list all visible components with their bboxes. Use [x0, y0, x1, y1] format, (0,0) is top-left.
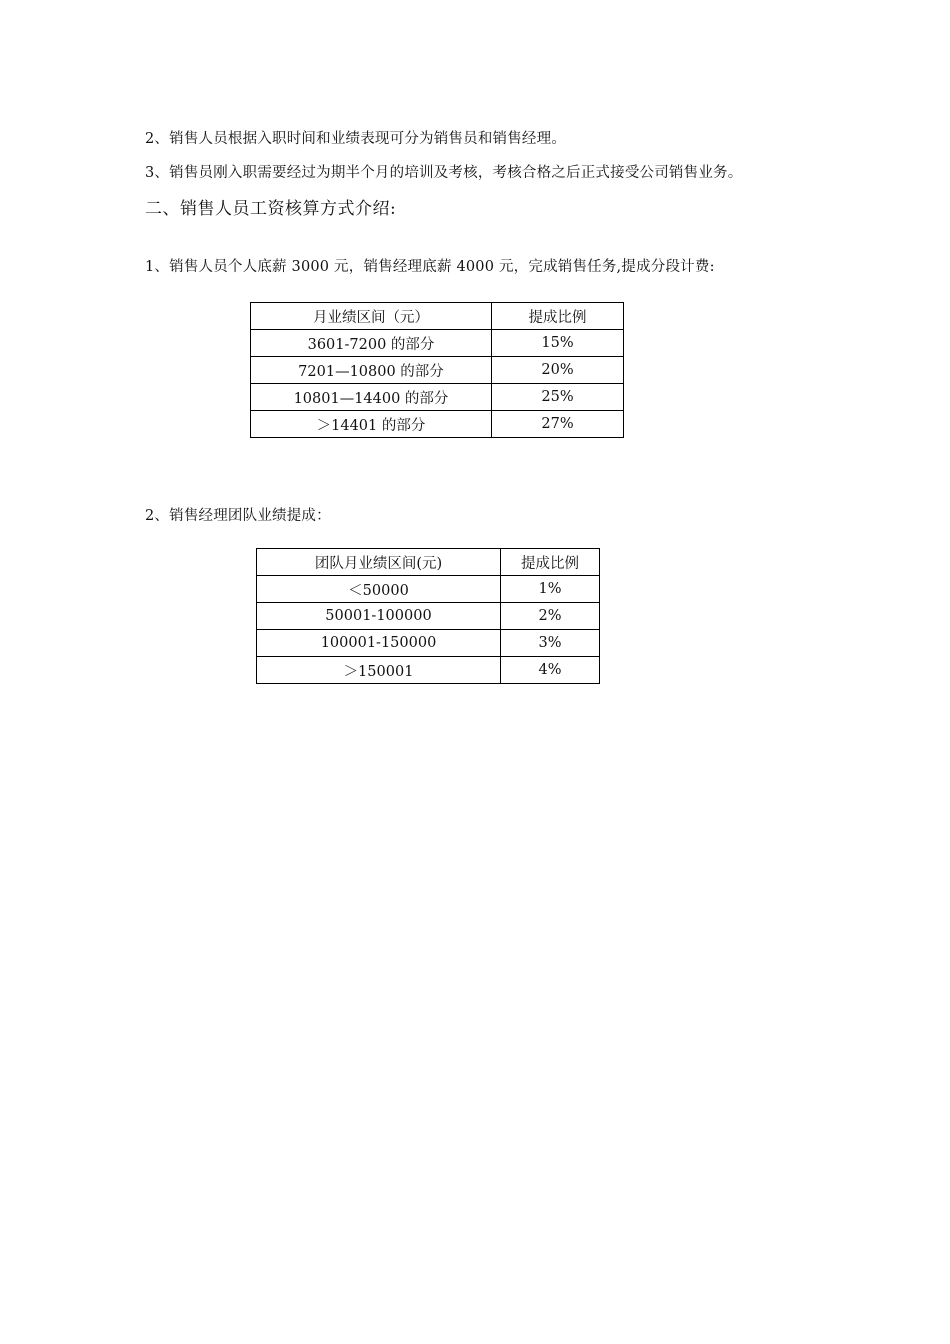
table-row [251, 411, 624, 438]
table-header-cell: 月业绩区间（元） [251, 303, 492, 330]
table-row [251, 330, 624, 357]
table-cell-range: 10801—14400 的部分 [251, 384, 492, 411]
table-header-row [257, 549, 600, 576]
section-heading-salary-calculation: 二、销售人员工资核算方式介绍: [145, 199, 397, 219]
table-cell-rate: 1% [501, 576, 600, 603]
table-cell-range: ＞150001 [257, 657, 501, 684]
table-cell-range: 50001-100000 [257, 603, 501, 630]
table-row [257, 630, 600, 657]
paragraph-sales-staff-types: 2、销售人员根据入职时间和业绩表现可分为销售员和销售经理。 [145, 131, 567, 147]
table-header-cell: 提成比例 [492, 303, 624, 330]
table-cell-rate: 20% [492, 357, 624, 384]
table-cell-range: ＜50000 [257, 576, 501, 603]
commission-table-individual [250, 302, 624, 438]
paragraph-base-salary: 1、销售人员个人底薪 3000 元，销售经理底薪 4000 元，完成销售任务,提成分段计费: [145, 259, 715, 275]
table-row [257, 657, 600, 684]
table-cell-rate: 27% [492, 411, 624, 438]
table-cell-range: 7201—10800 的部分 [251, 357, 492, 384]
table-cell-range: ＞14401 的部分 [251, 411, 492, 438]
table-row [257, 576, 600, 603]
commission-table-team [256, 548, 600, 684]
table-row [251, 357, 624, 384]
table-row [251, 384, 624, 411]
table-cell-range: 100001-150000 [257, 630, 501, 657]
table-cell-rate: 4% [501, 657, 600, 684]
table-cell-rate: 25% [492, 384, 624, 411]
table-header-cell: 团队月业绩区间(元) [257, 549, 501, 576]
paragraph-manager-team-commission: 2、销售经理团队业绩提成： [145, 508, 331, 524]
table-cell-rate: 3% [501, 630, 600, 657]
paragraph-training-assessment: 3、销售员刚入职需要经过为期半个月的培训及考核，考核合格之后正式接受公司销售业务。 [145, 165, 743, 181]
table-cell-rate: 15% [492, 330, 624, 357]
table-cell-range: 3601-7200 的部分 [251, 330, 492, 357]
table-row [257, 603, 600, 630]
table-cell-rate: 2% [501, 603, 600, 630]
table-header-row [251, 303, 624, 330]
table-header-cell: 提成比例 [501, 549, 600, 576]
